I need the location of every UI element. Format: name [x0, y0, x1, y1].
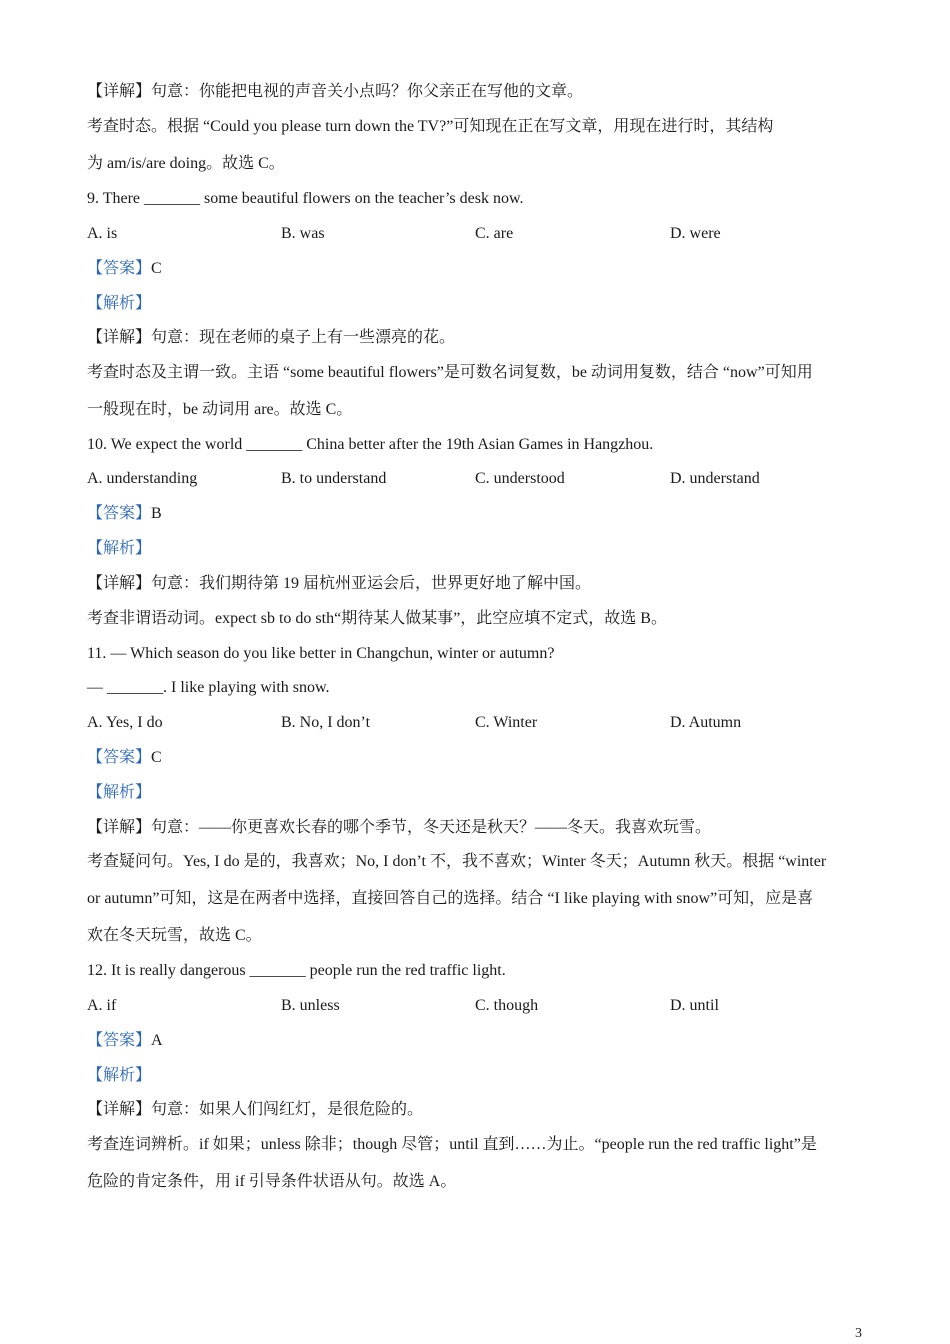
q11-option-b: B. No, I don’t: [281, 714, 371, 731]
q10-analysis-tag: [87, 539, 151, 559]
q11-analysis-line-1: 考查疑问句。Yes, I do 是的，我喜欢；No, I don’t 不，我不喜欢；Winter 冬天；Autumn 秋天。根据 “winter: [87, 853, 827, 870]
q11-option-d: D. Autumn: [670, 714, 742, 731]
q12-detail: [87, 1100, 423, 1120]
analysis-tag: 【解析】: [87, 784, 152, 801]
q10-options: [87, 469, 867, 489]
answer-value: A: [151, 1032, 163, 1049]
q12-analysis-line-2: 危险的肯定条件，用 if 引导条件状语从句。故选 A。: [87, 1173, 457, 1190]
answer-tag: 【答案】: [87, 1032, 152, 1049]
q11-options: [87, 713, 867, 733]
q9-answer: [87, 259, 162, 279]
answer-value: C: [151, 260, 162, 277]
q11-answer: [87, 748, 162, 768]
intro-analysis-line-1: 考查时态。根据 “Could you please turn down the TV?”可知现在正在写文章，用现在进行时，其结构: [87, 118, 774, 135]
q12-option-c: C. though: [475, 997, 539, 1014]
detail-text: 句意：现在老师的桌子上有一些漂亮的花。: [151, 329, 456, 346]
detail-text: 句意：你能把电视的声音关小点吗？你父亲正在写他的文章。: [151, 83, 584, 100]
q10-option-b: B. to understand: [281, 470, 387, 487]
page-number: 3: [855, 1326, 862, 1341]
q11-question-line-1: 11. — Which season do you like better in Changchun, winter or autumn?: [87, 645, 555, 662]
q12-option-d: D. until: [670, 997, 719, 1014]
q9-analysis-tag: [87, 294, 151, 314]
q12-analysis-line-1: 考查连词辨析。if 如果；unless 除非；though 尽管；until 直到……为止。“people run the red traffic light”是: [87, 1136, 817, 1153]
q10-option-c: C. understood: [475, 470, 565, 487]
q11-question-line-2: — _______. I like playing with snow.: [87, 679, 330, 696]
answer-value: C: [151, 749, 162, 766]
answer-value: B: [151, 505, 162, 522]
analysis-tag: 【解析】: [87, 295, 152, 312]
q11-detail: [87, 818, 711, 838]
q9-options: [87, 224, 867, 244]
q11-option-c: C. Winter: [475, 714, 538, 731]
q11-analysis-tag: [87, 783, 151, 803]
answer-tag: 【答案】: [87, 260, 152, 277]
q12-option-b: B. unless: [281, 997, 340, 1014]
q9-question: 9. There _______ some beautiful flowers on the teacher’s desk now.: [87, 190, 524, 207]
analysis-tag: 【解析】: [87, 540, 152, 557]
detail-text: 句意：我们期待第 19 届杭州亚运会后，世界更好地了解中国。: [151, 575, 592, 592]
q12-analysis-tag: [87, 1066, 151, 1086]
analysis-tag: 【解析】: [87, 1067, 152, 1084]
q12-question: 12. It is really dangerous _______ people run the red traffic light.: [87, 962, 506, 979]
q10-analysis-line-1: 考查非谓语动词。expect sb to do sth“期待某人做某事”，此空应填不定式，故选 B。: [87, 610, 667, 627]
answer-tag: 【答案】: [87, 749, 152, 766]
q10-question: 10. We expect the world _______ China better after the 19th Asian Games in Hangzhou.: [87, 436, 654, 453]
q11-option-a: A. Yes, I do: [87, 714, 163, 731]
q9-option-c: C. are: [475, 225, 514, 242]
detail-tag: 【详解】: [87, 819, 152, 836]
q10-detail: [87, 574, 591, 594]
q9-detail: [87, 328, 455, 348]
q11-analysis-line-3: 欢在冬天玩雪，故选 C。: [87, 927, 262, 944]
q12-option-a: A. if: [87, 997, 117, 1014]
detail-tag: 【详解】: [87, 83, 152, 100]
intro-analysis-line-2: 为 am/is/are doing。故选 C。: [87, 155, 285, 172]
q9-analysis-line-1: 考查时态及主谓一致。主语 “some beautiful flowers”是可数名词复数，be 动词用复数，结合 “now”可知用: [87, 364, 813, 381]
detail-tag: 【详解】: [87, 1101, 152, 1118]
q9-option-b: B. was: [281, 225, 325, 242]
detail-tag: 【详解】: [87, 329, 152, 346]
q12-options: [87, 996, 867, 1016]
q11-analysis-line-2: or autumn”可知，这是在两者中选择，直接回答自己的选择。结合 “I like playing with snow”可知，应是喜: [87, 890, 814, 907]
q9-option-d: D. were: [670, 225, 721, 242]
q9-analysis-line-2: 一般现在时，be 动词用 are。故选 C。: [87, 401, 353, 418]
detail-text: 句意：如果人们闯红灯，是很危险的。: [151, 1101, 424, 1118]
q10-option-a: A. understanding: [87, 470, 198, 487]
detail-text: 句意：——你更喜欢长春的哪个季节，冬天还是秋天？——冬天。我喜欢玩雪。: [151, 819, 712, 836]
q10-answer: [87, 504, 162, 524]
answer-tag: 【答案】: [87, 505, 152, 522]
q9-option-a: A. is: [87, 225, 118, 242]
q10-option-d: D. understand: [670, 470, 760, 487]
detail-tag: 【详解】: [87, 575, 152, 592]
q12-answer: [87, 1031, 163, 1051]
intro-detail: [87, 82, 583, 102]
